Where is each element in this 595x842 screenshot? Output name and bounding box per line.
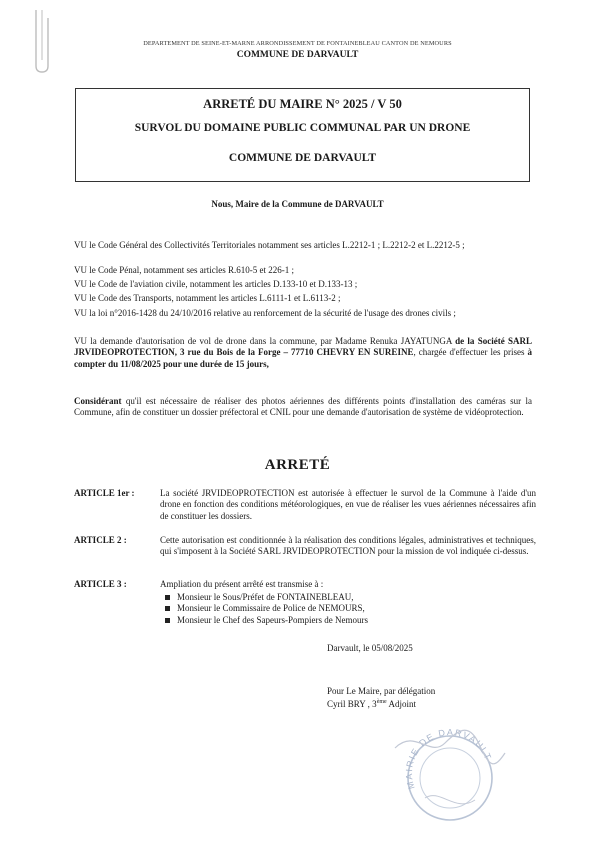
place-date: Darvault, le 05/08/2025 [327,643,413,653]
arrete-heading: ARRETÉ [264,457,331,473]
title-box [75,88,530,182]
decree-commune: COMMUNE DE DARVAULT [228,152,377,164]
vu-demande [74,336,532,370]
stamp-text: MAIRIE DE DARVAULT [403,727,494,791]
delegation-line: Pour Le Maire, par délégation [327,686,436,696]
signatory-name: Cyril BRY , 3 [327,699,377,709]
duration-text: à compter du 11/08/2025 pour une durée de 15 jours, [74,347,532,369]
preamble: Nous, Maire de la Commune de DARVAULT [211,199,384,209]
signatory-role: Adjoint [386,699,416,709]
vu-item: VU le Code Général des Collectivités Territoriales notamment ses articles L.2212-1 ; L.2212-2 et L.2212-5 ; [74,240,465,250]
decree-subject: SURVOL DU DOMAINE PUBLIC COMMUNAL PAR UN DRONE [134,122,471,134]
ordinal-suffix: ème [376,699,387,705]
decree-number: ARRETÉ DU MAIRE N° 2025 / V 50 [203,97,402,111]
vu-item: VU le Code Pénal, notamment ses articles R.610-5 et 226-1 ; [74,265,294,275]
list-item: Monsieur le Chef des Sapeurs-Pompiers de Nemours [165,615,368,626]
vu-demande-text: VU la demande d'autorisation de vol de drone dans la commune, par Madame Renuka JAYATUNGA [74,336,456,346]
article-2-text: Cette autorisation est conditionnée à la réalisation des conditions légales, administratives et techniques, qui s'imposent à la Société SARL JRVIDEOPROTECTION pour la mission de vol indiquée ci-dessus. [160,535,536,557]
department-line: DEPARTEMENT DE SEINE-ET-MARNE ARRONDISSEMENT DE FONTAINEBLEAU CANTON DE NEMOURS [143,40,452,47]
article-3-label: ARTICLE 3 : [74,579,127,589]
article-1-text: La société JRVIDEOPROTECTION est autorisée à effectuer le survol de la Commune à l'aide d'un drone en fonction des conditions météorologiques, en vue de réaliser les vues aériennes nécessaires afin de constituer les dossiers. [160,488,536,521]
signatory [327,699,416,709]
company-address: de la Société SARL JRVIDEOPROTECTION, 3 rue du Bois de la Forge – 77710 CHEVRY EN SUREINE [74,336,532,358]
article-2-label: ARTICLE 2 : [74,535,127,545]
vu-item: VU le Code de l'aviation civile, notamment les articles D.133-10 et D.133-13 ; [74,279,358,289]
recipient-list [165,592,368,626]
article-1-label: ARTICLE 1er : [74,488,135,498]
considerant [74,396,532,419]
article-3-text: Ampliation du présent arrêté est transmise à : [160,579,324,589]
considerant-word: Considérant [74,396,122,406]
considerant-text: qu'il est nécessaire de réaliser des photos aériennes des différents points d'installation des caméras sur la Commune, afin de constituer un dossier préfectoral et CNIL pour une demande d'autorisation de système de vidéoprotection. [74,396,532,418]
vu-item: VU la loi n°2016-1428 du 24/10/2016 relative au renforcement de la sécurité de l'usage des drones civils ; [74,308,456,318]
commune-header: COMMUNE DE DARVAULT [236,50,359,60]
town-hall-stamp [385,718,515,828]
vu-demande-text: , chargée d'effectuer les prises [413,347,528,358]
vu-item: VU le Code des Transports, notamment les articles L.6111-1 et L.6113-2 ; [74,293,341,303]
list-item: Monsieur le Commissaire de Police de NEMOURS, [165,603,368,614]
list-item: Monsieur le Sous/Préfet de FONTAINEBLEAU, [165,592,368,603]
